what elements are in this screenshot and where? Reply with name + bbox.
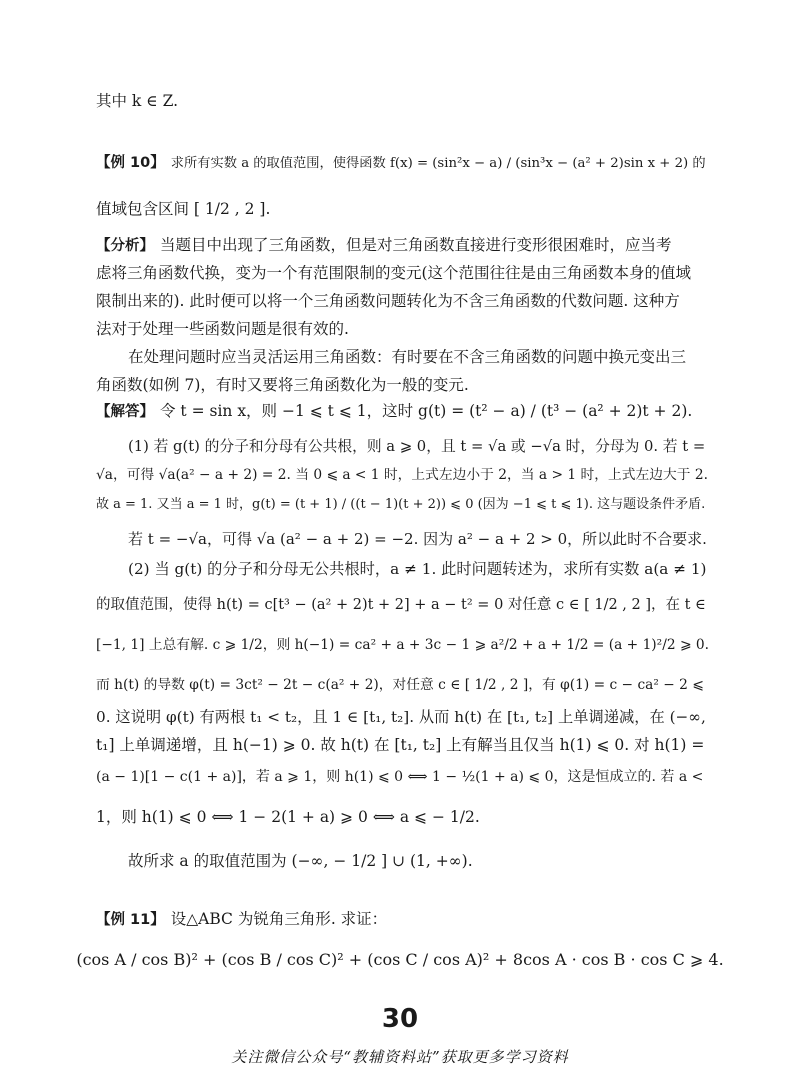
- text-line: t₁] 上单调递增，且 h(−1) ⩾ 0. 故 h(t) 在 [t₁, t₂] 上有解当且仅当 h(1) ⩽ 0. 对 h(1) =: [96, 736, 705, 754]
- page-number: 30: [381, 1004, 419, 1034]
- text-line: 0. 这说明 φ(t) 有两根 t₁ < t₂，且 1 ∈ [t₁, t₂]. 从而 h(t) 在 [t₁, t₂] 上单调递减，在 (−∞,: [96, 708, 706, 726]
- text-line: 限制出来的). 此时便可以将一个三角函数问题转化为不含三角函数的代数问题. 这种方: [96, 292, 680, 310]
- text-line: 故 a = 1. 又当 a = 1 时，g(t) = (t + 1) / ((t − 1)(t + 2)) ⩽ 0 (因为 −1 ⩽ t ⩽ 1). 这与题设条件矛盾.: [96, 497, 706, 512]
- text-line: 1，则 h(1) ⩽ 0 ⟺ 1 − 2(1 + a) ⩾ 0 ⟺ a ⩽ − 1/2.: [96, 808, 480, 826]
- text-line: (1) 若 g(t) 的分子和分母有公共根，则 a ⩾ 0，且 t = √a 或 −√a 时，分母为 0. 若 t =: [128, 438, 706, 455]
- text: 当题目中出现了三角函数，但是对三角函数直接进行变形很困难时，应当考: [160, 236, 672, 254]
- conclusion-line: 故所求 a 的取值范围为 (−∞, − 1/2 ] ∪ (1, +∞).: [128, 852, 473, 870]
- text-line: 其中 k ∈ Z.: [96, 92, 179, 110]
- example-11-tag: 【例 11】: [96, 912, 165, 928]
- analysis-line: [96, 234, 672, 257]
- solution-line: [96, 400, 692, 423]
- solution-tag: 【解答】: [96, 404, 154, 420]
- display-equation: (cos A / cos B)² + (cos B / cos C)² + (cos C / cos A)² + 8cos A · cos B · cos C ⩾ 4.: [76, 950, 724, 969]
- text: 令 t = sin x，则 −1 ⩽ t ⩽ 1，这时 g(t) = (t² − a) / (t³ − (a² + 2)t + 2).: [160, 402, 693, 420]
- text-line: (2) 当 g(t) 的分子和分母无公共根时，a ≠ 1. 此时问题转述为，求所有实数 a(a ≠ 1): [128, 560, 707, 578]
- text-line: √a，可得 √a(a² − a + 2) = 2. 当 0 ⩽ a < 1 时，上式左边小于 2，当 a > 1 时，上式左边大于 2.: [96, 467, 708, 483]
- text-line: 值域包含区间 [ 1/2 , 2 ].: [96, 200, 271, 218]
- example-10-tag: 【例 10】: [96, 155, 165, 171]
- text-line: 角函数(如例 7)，有时又要将三角函数化为一般的变元.: [96, 376, 469, 394]
- text-line: 法对于处理一些函数问题是很有效的.: [96, 320, 349, 338]
- analysis-tag: 【分析】: [96, 238, 154, 254]
- example-10-line: [96, 152, 706, 175]
- text: 设△ABC 为锐角三角形. 求证：: [170, 910, 388, 928]
- text-line: (a − 1)[1 − c(1 + a)]，若 a ⩾ 1，则 h(1) ⩽ 0 ⟺ 1 − ½(1 + a) ⩽ 0，这是恒成立的. 若 a <: [96, 769, 704, 785]
- text-line: [−1, 1] 上总有解. c ⩾ 1/2，则 h(−1) = ca² + a + 3c − 1 ⩾ a²/2 + a + 1/2 = (a + 1)²/2 ⩾ 0.: [96, 637, 709, 653]
- footer-note: 关注微信公众号“教辅资料站”获取更多学习资料: [231, 1048, 569, 1066]
- text-line: 虑将三角函数代换，变为一个有范围限制的变元(这个范围往往是由三角函数本身的值域: [96, 264, 692, 282]
- text-line: 的取值范围，使得 h(t) = c[t³ − (a² + 2)t + 2] + a − t² = 0 对任意 c ∈ [ 1/2 , 2 ]，在 t ∈: [96, 597, 706, 613]
- example-11-line: [96, 908, 387, 931]
- text-line: 而 h(t) 的导数 φ(t) = 3ct² − 2t − c(a² + 2)，对任意 c ∈ [ 1/2 , 2 ]，有 φ(1) = c − ca² − 2 ⩽: [96, 677, 704, 693]
- text: 求所有实数 a 的取值范围，使得函数 f(x) = (sin²x − a) / (sin³x − (a² + 2)sin x + 2) 的: [170, 156, 706, 171]
- text-line: 在处理问题时应当灵活运用三角函数：有时要在不含三角函数的问题中换元变出三: [128, 348, 687, 366]
- text-line: 若 t = −√a，可得 √a (a² − a + 2) = −2. 因为 a² − a + 2 > 0，所以此时不合要求.: [128, 530, 707, 548]
